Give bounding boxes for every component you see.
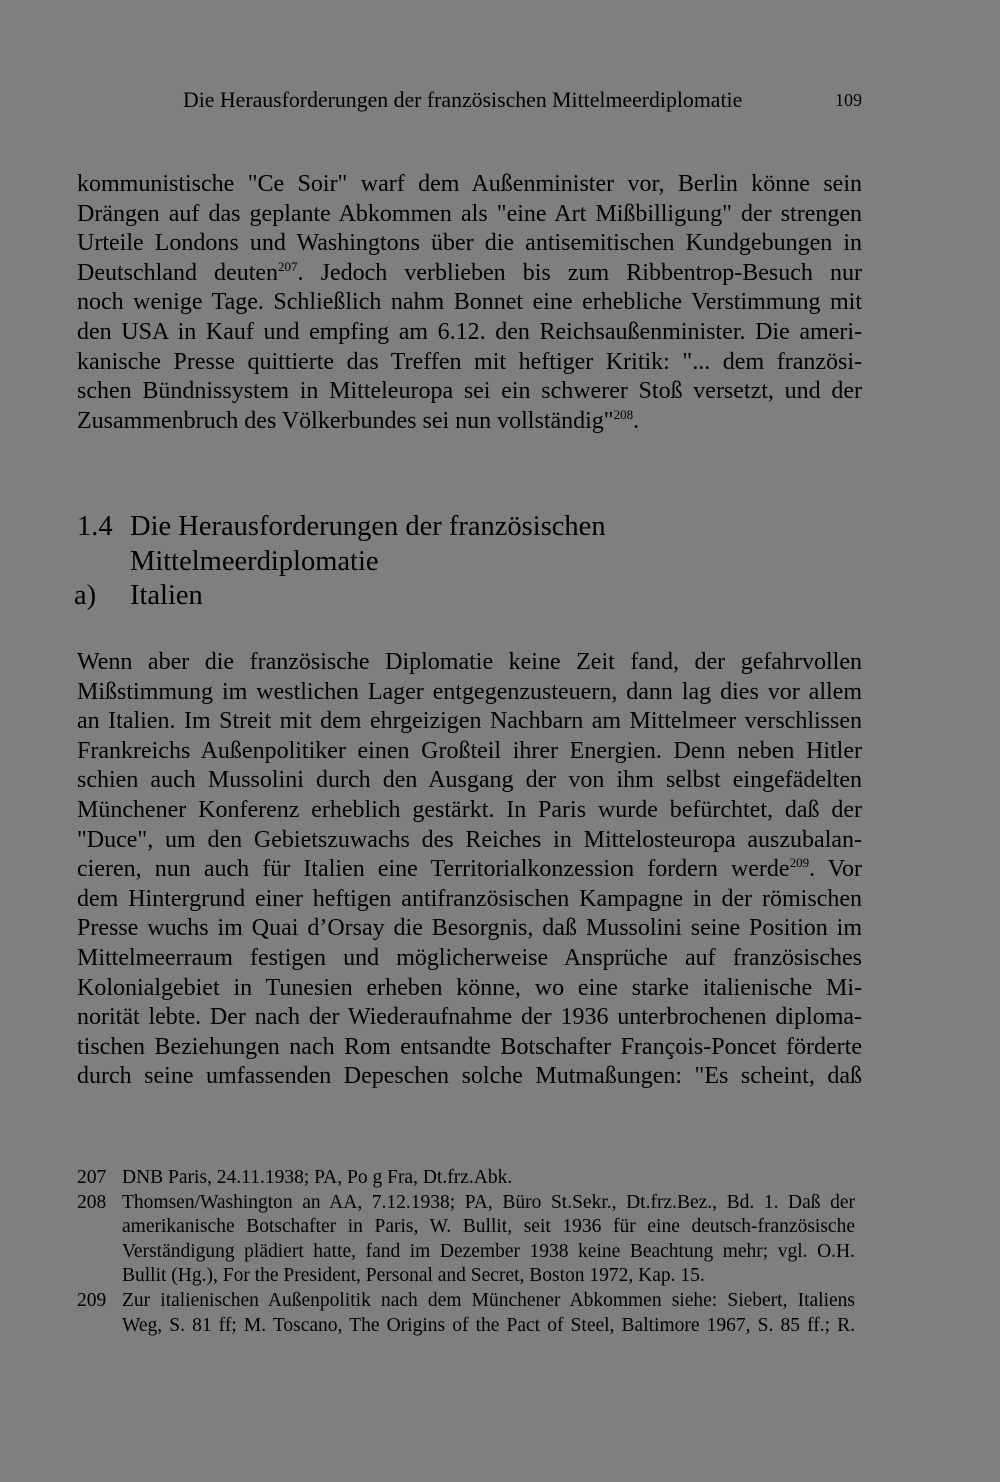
paragraph-line: Wenn aber die französische Diplomatie keine Zeit fand, der gefahrvollen (77, 649, 862, 675)
footnote-line: Bullit (Hg.), For the President, Personal and Secret, Boston 1972, Kap. 15. (122, 1265, 705, 1287)
paragraph (77, 170, 862, 436)
paragraph-line: Urteile Londons und Washingtons über die antisemitischen Kundgebungen in (77, 230, 862, 257)
footnote (77, 1289, 855, 1338)
paragraph-line: Kolonialgebiet in Tunesien erheben könne, wo eine starke italienische Mi- (77, 974, 862, 1001)
line-text: . (633, 407, 640, 434)
running-head-title: Die Herausforderungen der französischen Mittelmeerdiplomatie (183, 88, 743, 112)
paragraph-line: Münchener Konferenz erheblich gestärkt. In Paris wurde befürchtet, daß der (77, 796, 862, 823)
paragraph-line: kommunistische "Ce Soir" warf dem Außenminister vor, Berlin könne sein (77, 171, 862, 197)
paragraph-line: "Duce", um den Gebietszuwachs des Reiches in Mittelosteuropa auszubalan- (77, 826, 862, 853)
paragraph (77, 648, 862, 1092)
line-text: . Jedoch verblieben bis zum Ribbentrop-Besuch nur (297, 259, 862, 286)
footnotes (77, 1166, 855, 1338)
subsection-label: a) (74, 580, 97, 611)
footnote-number: 208 (77, 1191, 107, 1213)
footnote-reference: 207 (278, 258, 298, 274)
paragraph-line: Frankreichs Außenpolitiker einen Großteil ihrer Energien. Denn neben Hitler (77, 737, 862, 764)
page-number: 109 (835, 90, 862, 110)
footnote-line: Verständigung plädiert hatte, fand im Dezember 1938 keine Beachtung mehr; vgl. O.H. (122, 1240, 855, 1262)
paragraph-line: Mißstimmung im westlichen Lager entgegenzusteuern, dann lag dies vor allem (77, 678, 862, 705)
paragraph-line: Presse wuchs im Quai d’Orsay die Besorgnis, daß Mussolini seine Position im (77, 915, 862, 942)
footnote-reference: 208 (613, 406, 634, 422)
paragraph-line (77, 855, 862, 885)
line-text: cieren, nun auch für Italien eine Territorialkonzession fordern werde (77, 856, 790, 883)
paragraph-line: Mittelmeerraum festigen und möglicherweise Ansprüche auf französisches (77, 944, 862, 971)
paragraph-line: Drängen auf das geplante Abkommen als "eine Art Mißbilligung" der strengen (77, 200, 862, 227)
paragraph-line: an Italien. Im Streit mit dem ehrgeizigen Nachbarn am Mittelmeer verschlissen (77, 708, 862, 735)
paragraph-line: noch wenige Tage. Schließlich nahm Bonnet eine erhebliche Verstimmung mit (77, 289, 862, 316)
paragraph-line: dem Hintergrund einer heftigen antifranzösischen Kampagne in der römischen (77, 885, 862, 912)
footnote-line: Weg, S. 81 ff; M. Toscano, The Origins of the Pact of Steel, Baltimore 1967, S. 85 ff.; R. (122, 1314, 855, 1336)
footnote-line: amerikanische Botschafter in Paris, W. Bullit, seit 1936 für eine deutsch-französische (122, 1216, 855, 1238)
paragraph-line: tischen Beziehungen nach Rom entsandte Botschafter François-Poncet förderte (77, 1033, 862, 1060)
running-head (183, 87, 742, 113)
footnote-line: Zur italienischen Außenpolitik nach dem Münchener Abkommen siehe: Siebert, Italiens (122, 1289, 855, 1311)
line-text: Deutschland deuten (77, 259, 279, 286)
subsection-heading (74, 579, 697, 614)
paragraph-line: norität lebte. Der nach der Wiederaufnahme der 1936 unterbrochenen diploma- (77, 1004, 862, 1031)
paragraph-line: den USA in Kauf und empfing am 6.12. den Reichsaußenminister. Die ameri- (77, 318, 862, 345)
section-title-line: Die Herausforderungen der französischen (130, 511, 606, 542)
paragraph-line (77, 407, 862, 437)
line-text: . Vor (809, 856, 862, 883)
footnote-number: 207 (77, 1167, 107, 1188)
paragraph-line (77, 259, 862, 289)
footnote (77, 1166, 855, 1191)
footnote-line: DNB Paris, 24.11.1938; PA, Po g Fra, Dt.frz.Abk. (122, 1167, 513, 1188)
subsection-title: Italien (130, 580, 203, 611)
paragraph-line: schen Bündnissystem in Mitteleuropa sei ein schwerer Stoß versetzt, und der (77, 378, 862, 405)
section-heading-continued (77, 545, 697, 580)
line-text: Zusammenbruch des Völkerbundes sei nun vollständig" (77, 407, 614, 434)
paragraph-line: schien auch Mussolini durch den Ausgang der von ihm selbst eingefädelten (77, 767, 862, 794)
footnote-reference: 209 (789, 855, 810, 871)
footnote (77, 1191, 855, 1289)
paragraph-line: kanische Presse quittierte das Treffen mit heftiger Kritik: "... dem französi- (77, 348, 862, 375)
footnote-number: 209 (77, 1289, 107, 1311)
section-title-line: Mittelmeerdiplomatie (130, 545, 379, 577)
section-heading (77, 510, 697, 545)
section-number: 1.4 (77, 511, 113, 542)
paragraph-line: durch seine umfassenden Depeschen solche Mutmaßungen: "Es scheint, daß (77, 1063, 862, 1090)
footnote-line: Thomsen/Washington an AA, 7.12.1938; PA, Büro St.Sekr., Dt.frz.Bez., Bd. 1. Daß der (122, 1191, 855, 1213)
